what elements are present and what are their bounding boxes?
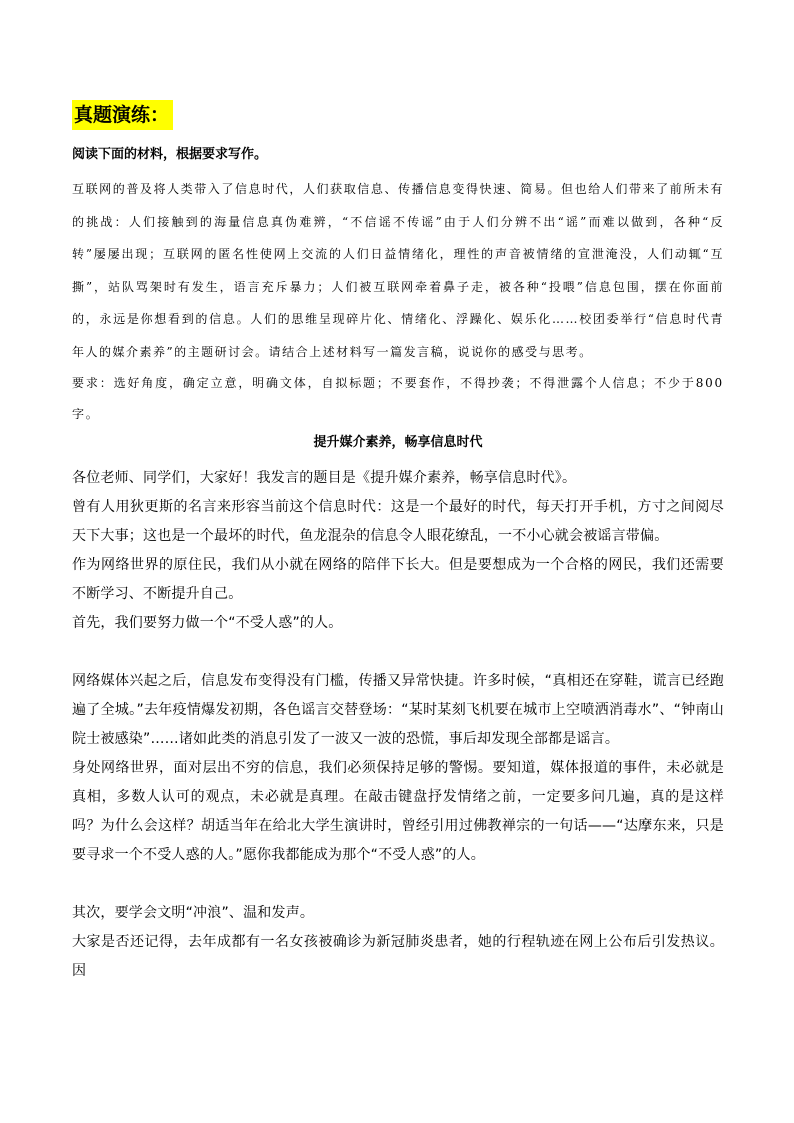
task-material: 互联网的普及将人类带入了信息时代，人们获取信息、传播信息变得快速、简易。但也给人们带来了前所未有的挑战：人们接触到的海量信息真伪难辨，“不信谣不传谣”由于人们分辨不出“谣”而难以做到，各种“反转”屡屡出现；互联网的匿名性使网上交流的人们日益情绪化，理性的声音被情绪的宣泄淹没，人们动辄“互撕”，站队骂架时有发生，语言充斥暴力；人们被互联网牵着鼻子走，被各种“投喂”信息包围，摆在你面前的，永远是你想看到的信息。人们的思维呈现碎片化、情绪化、浮躁化、娱乐化……校团委举行“信息时代青年人的媒介素养”的主题研讨会。请结合上述材料写一篇发言稿，说说你的感受与思考。 <box>72 182 724 359</box>
task-instruction: 阅读下面的材料，根据要求写作。 <box>72 147 268 162</box>
paragraph-spacer <box>72 870 724 899</box>
essay-paragraph: 身处网络世界，面对层出不穷的信息，我们必须保持足够的警惕。要知道，媒体报道的事件，未必就是真相，多数人认可的观点，未必就是真理。在敲击键盘抒发情绪之前，一定要多问几遍，真的是这样吗？为什么会这样？胡适当年在给北大学生演讲时，曾经引用过佛教禅宗的一句话——“达摩东来，只是要寻求一个不受人惑的人。”愿你我都能成为那个“不受人惑”的人。 <box>72 760 724 863</box>
essay-paragraph: 作为网络世界的原住民，我们从小就在网络的陪伴下长大。但是要想成为一个合格的网民，我们还需要不断学习、不断提升自己。 <box>72 557 724 602</box>
essay-paragraph: 首先，我们要努力做一个“不受人惑”的人。 <box>72 615 343 631</box>
essay-paragraph: 大家是否还记得，去年成都有一名女孩被确诊为新冠肺炎患者，她的行程轨迹在网上公布后引发热议。因 <box>72 934 724 979</box>
paragraph-spacer <box>72 638 724 667</box>
sample-essay <box>72 430 724 986</box>
essay-title: 提升媒介素养，畅享信息时代 <box>313 435 483 450</box>
task-requirement: 要求：选好角度，确定立意，明确文体，自拟标题；不要套作，不得抄袭；不得泄露个人信息；不少于800字。 <box>72 376 724 421</box>
essay-paragraph: 其次，要学会文明“冲浪”、温和发声。 <box>72 905 315 921</box>
essay-paragraph: 各位老师、同学们，大家好！我发言的题目是《提升媒介素养，畅享信息时代》。 <box>72 470 577 486</box>
essay-paragraph: 网络媒体兴起之后，信息发布变得没有门槛，传播又异常快捷。许多时候，“真相还在穿鞋，谎言已经跑遍了全城。”去年疫情爆发初期，各色谣言交替登场：“某时某刻飞机要在城市上空喷洒消毒水”、“钟南山院士被感染”……诸如此类的消息引发了一波又一波的恐慌，事后却发现全部都是谣言。 <box>72 673 724 747</box>
section-heading: 真题演练： <box>72 100 173 130</box>
document-page <box>72 100 724 986</box>
essay-paragraph: 曾有人用狄更斯的名言来形容当前这个信息时代：这是一个最好的时代，每天打开手机，方寸之间阅尽天下大事；这也是一个最坏的时代，鱼龙混杂的信息令人眼花缭乱，一不小心就会被谣言带偏。 <box>72 499 724 544</box>
